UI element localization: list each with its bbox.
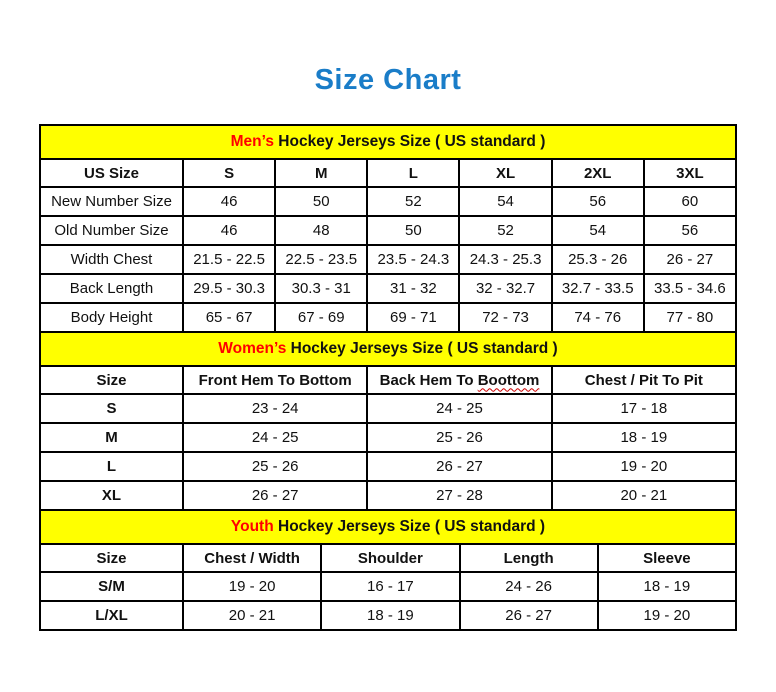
mens-accent-word: Men’s [230, 133, 274, 150]
womens-table-row [40, 423, 736, 452]
womens-row-label: XL [40, 481, 183, 510]
youth-column-header: Length [460, 544, 598, 572]
mens-column-header: S [183, 159, 275, 187]
size-value-cell: 30.3 - 31 [275, 274, 367, 303]
youth-accent-word: Youth [230, 518, 274, 535]
size-value-cell: 16 - 17 [321, 572, 459, 601]
womens-section-title: Women’s Hockey Jerseys Size ( US standard ) [40, 332, 736, 366]
size-value-cell: 17 - 18 [552, 394, 736, 423]
size-value-cell: 26 - 27 [644, 245, 736, 274]
mens-table-row [40, 245, 736, 274]
size-value-cell: 72 - 73 [459, 303, 551, 332]
size-value-cell: 50 [367, 216, 459, 245]
size-value-cell: 24.3 - 25.3 [459, 245, 551, 274]
youth-size-table [39, 509, 737, 631]
womens-column-header: Back Hem To Boottom [367, 366, 551, 394]
size-value-cell: 19 - 20 [183, 572, 321, 601]
womens-band-row [40, 332, 736, 366]
youth-header-row [40, 544, 736, 572]
size-value-cell: 26 - 27 [460, 601, 598, 630]
mens-row-label: Width Chest [40, 245, 183, 274]
size-value-cell: 19 - 20 [552, 452, 736, 481]
mens-row-label: Old Number Size [40, 216, 183, 245]
youth-table-row [40, 572, 736, 601]
size-value-cell: 60 [644, 187, 736, 216]
mens-table-row [40, 303, 736, 332]
size-value-cell: 52 [459, 216, 551, 245]
womens-accent-word: Women’s [218, 340, 287, 357]
misspelled-word: Boottom [477, 371, 540, 389]
mens-table-row [40, 187, 736, 216]
youth-band-row [40, 510, 736, 544]
size-value-cell: 24 - 25 [183, 423, 367, 452]
size-value-cell: 26 - 27 [367, 452, 551, 481]
size-value-cell: 19 - 20 [598, 601, 736, 630]
size-value-cell: 20 - 21 [183, 601, 321, 630]
size-value-cell: 77 - 80 [644, 303, 736, 332]
mens-row-label: Back Length [40, 274, 183, 303]
size-chart-tables [39, 124, 737, 631]
size-value-cell: 65 - 67 [183, 303, 275, 332]
size-value-cell: 21.5 - 22.5 [183, 245, 275, 274]
womens-size-table [39, 331, 737, 511]
size-value-cell: 33.5 - 34.6 [644, 274, 736, 303]
size-value-cell: 18 - 19 [321, 601, 459, 630]
size-value-cell: 24 - 26 [460, 572, 598, 601]
womens-table-row [40, 394, 736, 423]
size-value-cell: 25.3 - 26 [552, 245, 644, 274]
mens-size-table [39, 124, 737, 333]
size-value-cell: 20 - 21 [552, 481, 736, 510]
womens-row-label: L [40, 452, 183, 481]
mens-row-label: Body Height [40, 303, 183, 332]
size-value-cell: 24 - 25 [367, 394, 551, 423]
mens-section-title: Men’s Hockey Jerseys Size ( US standard ) [40, 125, 736, 159]
size-value-cell: 32 - 32.7 [459, 274, 551, 303]
size-value-cell: 31 - 32 [367, 274, 459, 303]
youth-section-title: Youth Hockey Jerseys Size ( US standard ) [40, 510, 736, 544]
size-value-cell: 23.5 - 24.3 [367, 245, 459, 274]
mens-column-header: 3XL [644, 159, 736, 187]
size-value-cell: 56 [644, 216, 736, 245]
youth-column-header: Size [40, 544, 183, 572]
womens-row-label: M [40, 423, 183, 452]
size-value-cell: 18 - 19 [598, 572, 736, 601]
size-value-cell: 32.7 - 33.5 [552, 274, 644, 303]
size-value-cell: 23 - 24 [183, 394, 367, 423]
page-title: Size Chart [314, 64, 462, 96]
size-value-cell: 25 - 26 [183, 452, 367, 481]
size-value-cell: 74 - 76 [552, 303, 644, 332]
size-value-cell: 48 [275, 216, 367, 245]
youth-row-label: L/XL [40, 601, 183, 630]
youth-column-header: Chest / Width [183, 544, 321, 572]
size-value-cell: 25 - 26 [367, 423, 551, 452]
mens-table-row [40, 274, 736, 303]
size-value-cell: 46 [183, 216, 275, 245]
size-value-cell: 29.5 - 30.3 [183, 274, 275, 303]
mens-header-row [40, 159, 736, 187]
womens-table-row [40, 481, 736, 510]
womens-column-header: Front Hem To Bottom [183, 366, 367, 394]
size-value-cell: 27 - 28 [367, 481, 551, 510]
womens-column-header: Size [40, 366, 183, 394]
size-value-cell: 22.5 - 23.5 [275, 245, 367, 274]
size-value-cell: 56 [552, 187, 644, 216]
size-value-cell: 67 - 69 [275, 303, 367, 332]
youth-row-label: S/M [40, 572, 183, 601]
womens-row-label: S [40, 394, 183, 423]
mens-column-header: XL [459, 159, 551, 187]
size-value-cell: 18 - 19 [552, 423, 736, 452]
mens-column-header: M [275, 159, 367, 187]
size-value-cell: 50 [275, 187, 367, 216]
womens-table-row [40, 452, 736, 481]
mens-column-header: L [367, 159, 459, 187]
mens-band-row [40, 125, 736, 159]
womens-header-row [40, 366, 736, 394]
youth-table-row [40, 601, 736, 630]
size-value-cell: 46 [183, 187, 275, 216]
youth-column-header: Shoulder [321, 544, 459, 572]
mens-row-label: New Number Size [40, 187, 183, 216]
womens-column-header: Chest / Pit To Pit [552, 366, 736, 394]
size-value-cell: 69 - 71 [367, 303, 459, 332]
youth-column-header: Sleeve [598, 544, 736, 572]
size-value-cell: 52 [367, 187, 459, 216]
size-value-cell: 54 [552, 216, 644, 245]
mens-column-header: US Size [40, 159, 183, 187]
mens-column-header: 2XL [552, 159, 644, 187]
size-value-cell: 54 [459, 187, 551, 216]
size-value-cell: 26 - 27 [183, 481, 367, 510]
mens-table-row [40, 216, 736, 245]
